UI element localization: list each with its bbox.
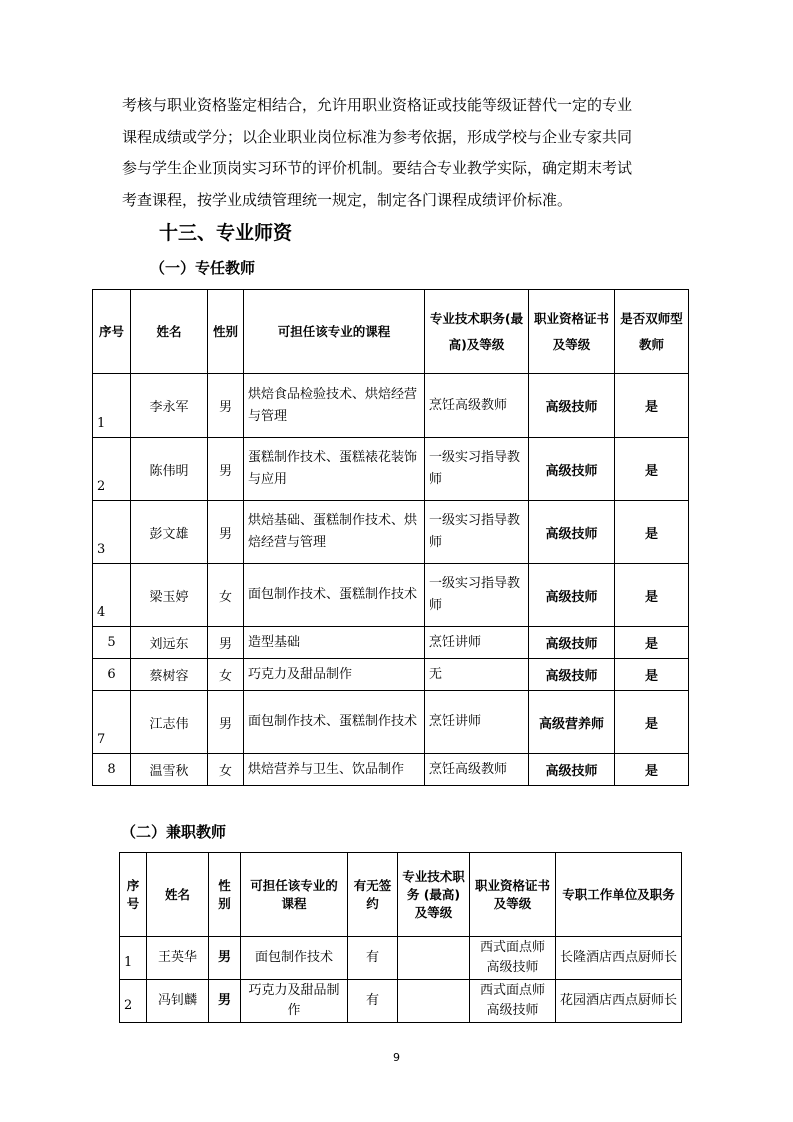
- teacher-cert: 高级营养师: [529, 691, 615, 754]
- page-number: 9: [393, 1051, 400, 1064]
- table-row: [93, 374, 689, 438]
- dual-teacher-flag: 是: [615, 659, 689, 691]
- teacher-courses: 面包制作技术: [241, 937, 348, 980]
- header-gender: 性别: [208, 290, 244, 374]
- row-number: 8: [93, 754, 131, 786]
- row-number: 7: [93, 691, 131, 754]
- teacher-name: 陈伟明: [131, 438, 208, 501]
- teacher-title: 烹饪讲师: [425, 691, 529, 754]
- teacher-cert: 高级技师: [529, 374, 615, 438]
- teacher-cert: 西式面点师高级技师: [470, 980, 556, 1023]
- table-row: [120, 980, 682, 1023]
- header-no: 序号: [93, 290, 131, 374]
- teacher-cert: 高级技师: [529, 659, 615, 691]
- teacher-gender: 女: [208, 564, 244, 627]
- teacher-courses: 面包制作技术、蛋糕制作技术: [244, 691, 425, 754]
- teacher-title: 烹饪讲师: [425, 627, 529, 659]
- contract-status: 有: [348, 937, 398, 980]
- header-dual: 是否双师型教师: [615, 290, 689, 374]
- parttime-subtitle: （二）兼职教师: [121, 823, 227, 841]
- header-cert: 职业资格证书及等级: [470, 853, 556, 937]
- teacher-gender: 男: [208, 374, 244, 438]
- dual-teacher-flag: 是: [615, 754, 689, 786]
- teacher-employer: 花园酒店西点厨师长: [556, 980, 682, 1023]
- teacher-name: 温雪秋: [131, 754, 208, 786]
- teacher-cert: 高级技师: [529, 627, 615, 659]
- teacher-cert: 高级技师: [529, 754, 615, 786]
- teacher-courses: 面包制作技术、蛋糕制作技术: [244, 564, 425, 627]
- row-number: 3: [93, 501, 131, 564]
- teacher-gender: 男: [208, 691, 244, 754]
- section-title: 十三、专业师资: [159, 222, 293, 244]
- paragraph-line: 参与学生企业顶岗实习环节的评价机制。要结合专业教学实际，确定期末考试: [122, 159, 633, 177]
- fulltime-teachers-table: [92, 289, 689, 786]
- header-gender: 性别: [209, 853, 241, 937]
- table-row: [93, 691, 689, 754]
- teacher-gender: 女: [208, 659, 244, 691]
- table-row: [120, 937, 682, 980]
- teacher-gender: 男: [208, 438, 244, 501]
- teacher-name: 彭文雄: [131, 501, 208, 564]
- teacher-name: 江志伟: [131, 691, 208, 754]
- dual-teacher-flag: 是: [615, 438, 689, 501]
- fulltime-subtitle: （一）专任教师: [150, 259, 256, 277]
- dual-teacher-flag: 是: [615, 501, 689, 564]
- teacher-gender: 男: [209, 937, 241, 980]
- header-title: 专业技术职务 (最高)及等级: [398, 853, 470, 937]
- teacher-title: 一级实习指导教师: [425, 438, 529, 501]
- teacher-title: 一级实习指导教师: [425, 501, 529, 564]
- table-row: [93, 501, 689, 564]
- teacher-courses: 造型基础: [244, 627, 425, 659]
- row-number: 1: [120, 937, 147, 980]
- teacher-title: 无: [425, 659, 529, 691]
- table-row: [93, 564, 689, 627]
- teacher-courses: 巧克力及甜品制作: [244, 659, 425, 691]
- table-row: [93, 659, 689, 691]
- header-title: 专业技术职务(最高)及等级: [425, 290, 529, 374]
- table-row: [93, 627, 689, 659]
- teacher-courses: 巧克力及甜品制作: [241, 980, 348, 1023]
- header-courses: 可担任该专业的课程: [241, 853, 348, 937]
- teacher-name: 蔡树容: [131, 659, 208, 691]
- teacher-name: 梁玉婷: [131, 564, 208, 627]
- teacher-cert: 西式面点师高级技师: [470, 937, 556, 980]
- row-number: 4: [93, 564, 131, 627]
- header-cert: 职业资格证书及等级: [529, 290, 615, 374]
- parttime-teachers-table: [119, 852, 682, 1023]
- paragraph-line: 考查课程，按学业成绩管理统一规定，制定各门课程成绩评价标准。: [122, 190, 573, 209]
- row-number: 6: [93, 659, 131, 691]
- contract-status: 有: [348, 980, 398, 1023]
- teacher-gender: 男: [208, 627, 244, 659]
- row-number: 1: [93, 374, 131, 438]
- teacher-cert: 高级技师: [529, 564, 615, 627]
- row-number: 2: [120, 980, 147, 1023]
- teacher-name: 李永军: [131, 374, 208, 438]
- teacher-title: 一级实习指导教师: [425, 564, 529, 627]
- teacher-courses: 烘焙食品检验技术、烘焙经营与管理: [244, 374, 425, 438]
- teacher-gender: 女: [208, 754, 244, 786]
- header-contract: 有无签约: [348, 853, 398, 937]
- dual-teacher-flag: 是: [615, 564, 689, 627]
- teacher-title: 烹饪高级教师: [425, 374, 529, 438]
- body-paragraph: [122, 90, 682, 216]
- header-name: 姓名: [147, 853, 209, 937]
- teacher-gender: 男: [208, 501, 244, 564]
- teacher-cert: 高级技师: [529, 438, 615, 501]
- teacher-name: 刘远东: [131, 627, 208, 659]
- header-name: 姓名: [131, 290, 208, 374]
- row-number: 2: [93, 438, 131, 501]
- dual-teacher-flag: 是: [615, 691, 689, 754]
- teacher-title: [398, 937, 470, 980]
- paragraph-line: 考核与职业资格鉴定相结合，允许用职业资格证或技能等级证替代一定的专业: [122, 96, 633, 114]
- table-row: [93, 438, 689, 501]
- header-no: 序号: [120, 853, 147, 937]
- row-number: 5: [93, 627, 131, 659]
- header-courses: 可担任该专业的课程: [244, 290, 425, 374]
- teacher-courses: 烘焙基础、蛋糕制作技术、烘焙经营与管理: [244, 501, 425, 564]
- dual-teacher-flag: 是: [615, 627, 689, 659]
- table-row: [93, 754, 689, 786]
- teacher-courses: 蛋糕制作技术、蛋糕裱花装饰与应用: [244, 438, 425, 501]
- teacher-gender: 男: [209, 980, 241, 1023]
- teacher-cert: 高级技师: [529, 501, 615, 564]
- teacher-name: 王英华: [147, 937, 209, 980]
- teacher-employer: 长隆酒店西点厨师长: [556, 937, 682, 980]
- header-employer: 专职工作单位及职务: [556, 853, 682, 937]
- teacher-title: 烹饪高级教师: [425, 754, 529, 786]
- teacher-name: 冯钊麟: [147, 980, 209, 1023]
- dual-teacher-flag: 是: [615, 374, 689, 438]
- teacher-title: [398, 980, 470, 1023]
- teacher-courses: 烘焙营养与卫生、饮品制作: [244, 754, 425, 786]
- paragraph-line: 课程成绩或学分；以企业职业岗位标准为参考依据，形成学校与企业专家共同: [122, 127, 633, 146]
